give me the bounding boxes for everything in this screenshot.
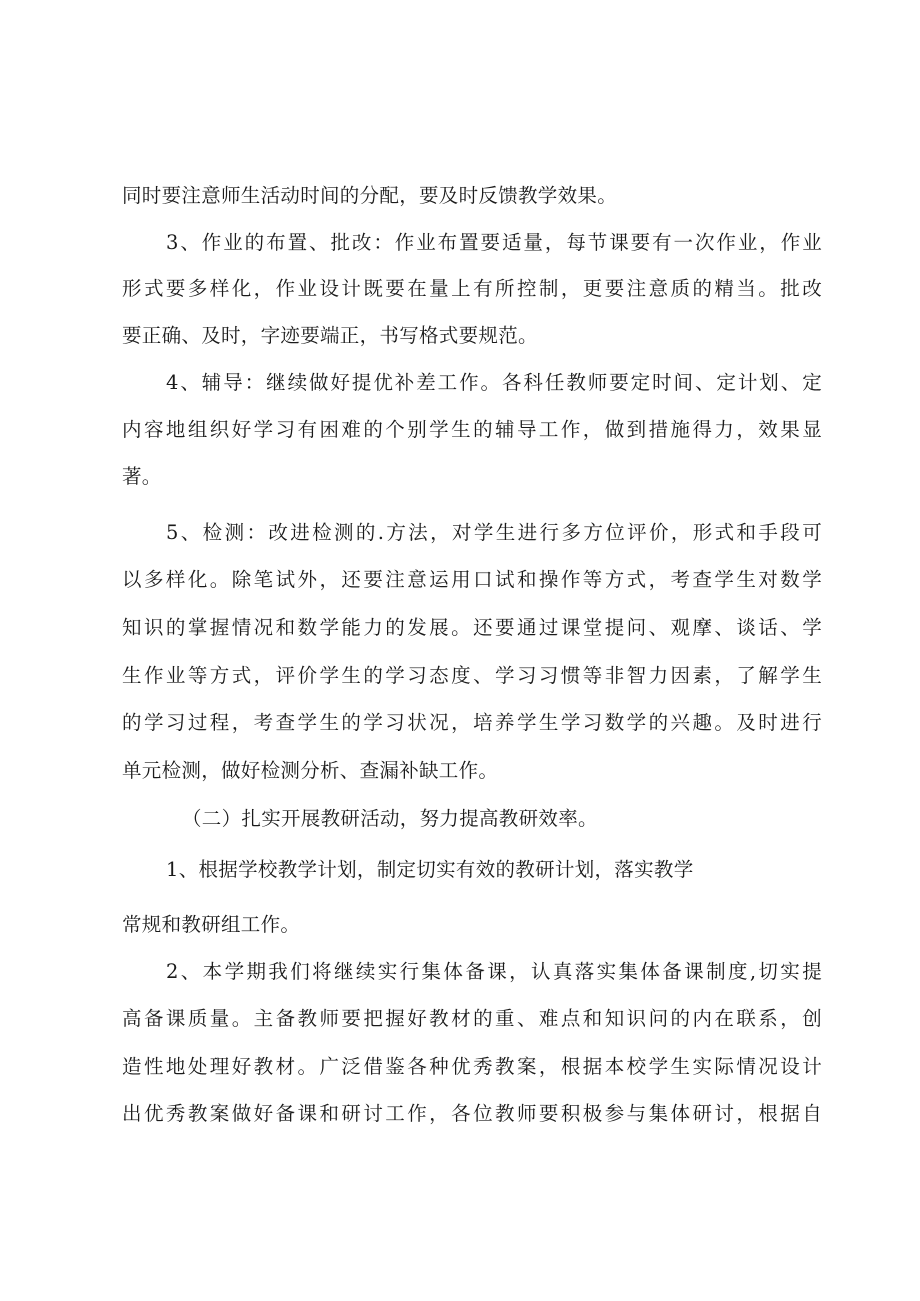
paragraph-tutoring-start: 4、辅导：继续做好提优补差工作。各科任教师要定时间、定计划、定 [166,371,822,394]
text-line: 知识的掌握情况和数学能力的发展。还要通过课堂提问、观摩、谈话、学 [122,616,822,639]
paragraph-homework-start: 3、作业的布置、批改：作业布置要适量，每节课要有一次作业，作业 [166,231,822,254]
text-line: 以多样化。除笔试外，还要注意运用口试和操作等方式，考查学生对数学 [122,568,822,591]
text-line: 的学习过程，考查学生的学习状况，培养学生学习数学的兴趣。及时进行 [122,711,822,734]
text-line: 单元检测，做好检测分析、查漏补缺工作。 [122,759,499,782]
text-line: 著。 [122,465,162,488]
text-line: 高备课质量。主备教师要把握好教材的重、难点和知识问的内在联系，创 [122,1007,822,1030]
paragraph-testing-start: 5、检测：改进检测的.方法，对学生进行多方位评价，形式和手段可 [166,521,822,544]
text-line: 出优秀教案做好备课和研讨工作，各位教师要积极参与集体研讨，根据自 [122,1102,822,1125]
text-line: 造性地处理好教材。广泛借鉴各种优秀教案，根据本校学生实际情况设计 [122,1055,822,1078]
text-line: 同时要注意师生活动时间的分配，要及时反馈教学效果。 [122,184,618,207]
text-line: 要正确、及时，字迹要端正，书写格式要规范。 [122,324,538,347]
section-heading: （二）扎实开展教研活动，努力提高教研效率。 [182,807,598,830]
text-line: 形式要多样化，作业设计既要在量上有所控制，更要注意质的精当。批改 [122,277,822,300]
paragraph-plan-start: 1、根据学校教学计划，制定切实有效的教研计划，落实教学 [166,858,694,881]
text-line: 常规和教研组工作。 [122,913,301,936]
text-line: 生作业等方式，评价学生的学习态度、学习习惯等非智力因素，了解学生 [122,664,822,687]
paragraph-lesson-prep-start: 2、本学期我们将继续实行集体备课，认真落实集体备课制度,切实提 [166,960,822,983]
text-line: 内容地组织好学习有困难的个别学生的辅导工作，做到措施得力，效果显 [122,418,822,441]
